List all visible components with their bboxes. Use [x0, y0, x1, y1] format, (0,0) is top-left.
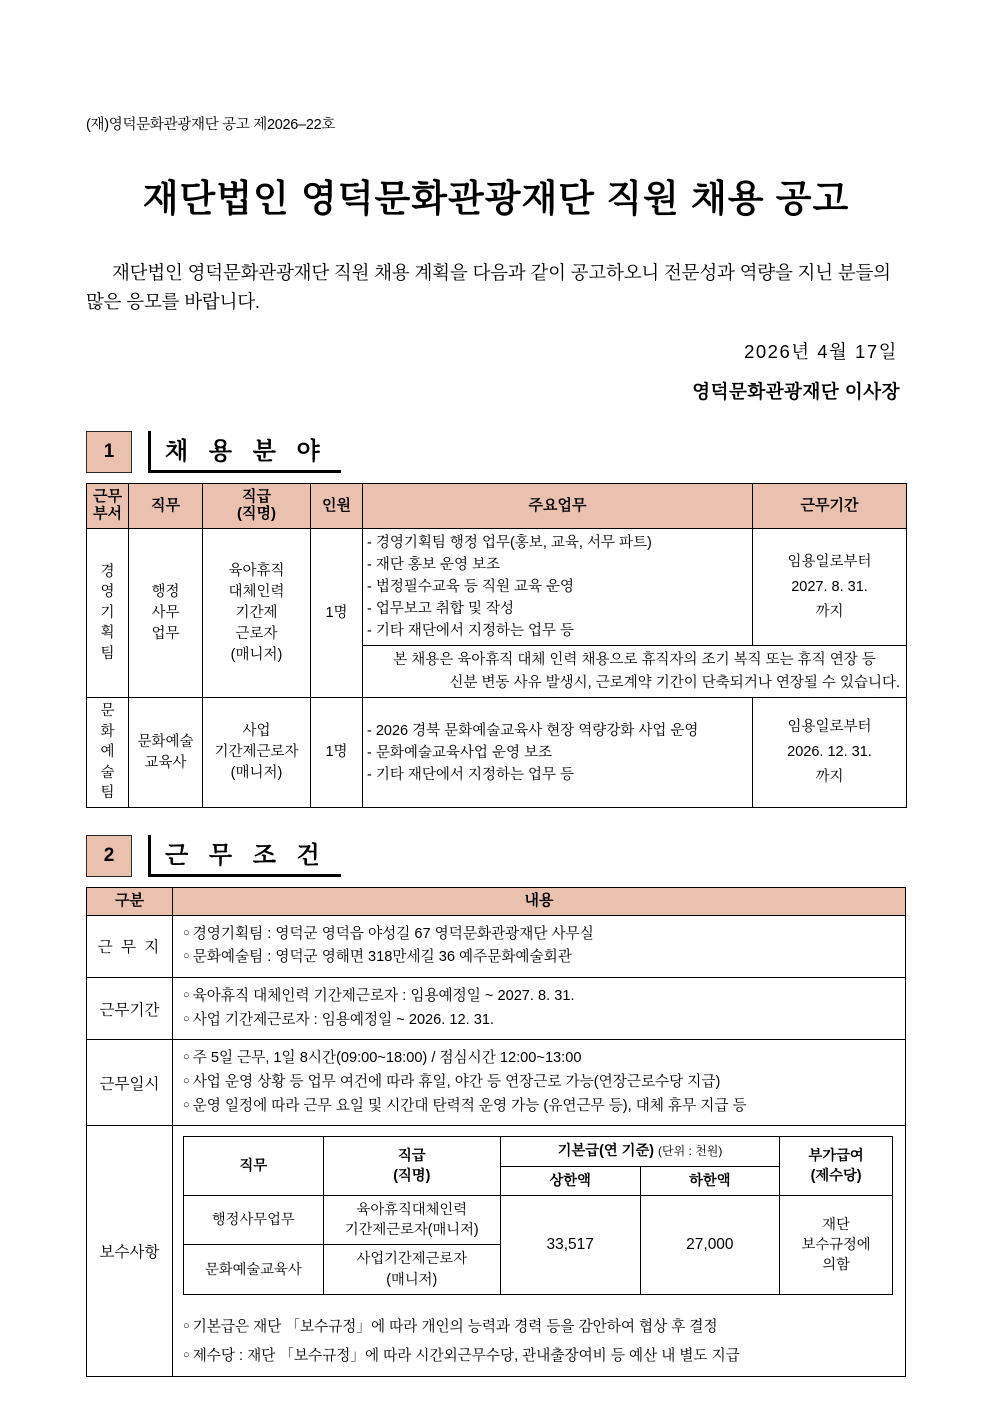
- text-line: - 기타 재단에서 지정하는 업무 등: [367, 623, 575, 640]
- text-line: ○ 사업 기간제근로자 : 임용예정일 ~ 2026. 12. 31.: [183, 1009, 901, 1033]
- conditions-table: [86, 887, 906, 1377]
- text-line: 기: [100, 604, 115, 621]
- document-number: (재)영덕문화관광재단 공고 제2026–22호: [86, 117, 336, 133]
- text-line: 보수규정에: [801, 1236, 871, 1253]
- section-heading-2: [86, 835, 906, 877]
- text-line: 사업: [242, 723, 271, 740]
- col-header-department: 근무 부서: [87, 484, 129, 529]
- text-line: - 문화예술교육사업 운영 보조: [367, 744, 552, 761]
- section-title-1: 채 용 분 야: [165, 438, 327, 466]
- text-line: 까지: [815, 603, 844, 620]
- text-line: - 법정필수교육 등 직원 교육 운영: [367, 579, 575, 596]
- table-row-pay: [87, 1126, 906, 1377]
- col-header-upper-amount: 상한액: [500, 1166, 640, 1195]
- text-line: 2027. 8. 31.: [791, 578, 868, 595]
- recruitment-table: [86, 483, 907, 808]
- cell-department-1: [87, 529, 129, 698]
- cell-department-2: [87, 698, 129, 808]
- table-row: [87, 529, 907, 646]
- cell-count-2: 1명: [311, 698, 363, 808]
- cell-label-workplace: 근 무 지: [87, 915, 173, 977]
- text-line: - 업무보고 취합 및 작성: [367, 601, 515, 618]
- text-line: ○ 운영 일정에 따라 근무 요일 및 시간대 탄력적 운영 가능 (유연근무 등), 대체 휴무 지급 등: [183, 1095, 901, 1119]
- cell-period-1: [753, 529, 907, 646]
- text-line: ○ 기본급은 재단 「보수규정」에 따라 개인의 능력과 경력 등을 감안하여 협상 후 결정: [183, 1313, 901, 1341]
- text-line: 화: [100, 723, 115, 740]
- cell-job-2: 문화예술 교육사: [129, 698, 203, 808]
- text-line: 영: [100, 584, 115, 601]
- text-line: ○ 사업 운영 상황 등 업무 여건에 따라 휴일, 야간 등 연장근로 가능(연장근로수당 지급): [183, 1071, 901, 1095]
- text-line: 팀: [100, 785, 115, 802]
- cell-pay-job-1: 행정사무업무: [184, 1195, 324, 1245]
- text-line: 육아휴직: [228, 562, 285, 579]
- cell-job-1: 행정 사무 업무: [129, 529, 203, 698]
- text-line: 문: [100, 703, 115, 720]
- section-number-1: 1: [86, 431, 132, 473]
- section-title-2: 근 무 조 건: [165, 842, 327, 870]
- col-header-lower-amount: 하한액: [640, 1166, 780, 1195]
- cell-rank-2: [203, 698, 311, 808]
- cell-content-workplace: [173, 915, 906, 977]
- cell-extra-pay: [780, 1195, 893, 1294]
- text-line: - 재단 홍보 운영 보조: [367, 557, 500, 574]
- cell-duties-2: [363, 698, 753, 808]
- cell-lower-amount: 27,000: [640, 1195, 780, 1294]
- cell-duties-1: [363, 529, 753, 646]
- pay-table-wrap: [173, 1126, 905, 1305]
- signatory: 영덕문화관광재단 이사장: [692, 381, 900, 403]
- col-header-pay-rank: 직급 (직명): [323, 1137, 500, 1196]
- salary-table: [183, 1136, 893, 1295]
- text-line: ○ 제수당 : 재단 「보수규정」에 따라 시간외근무수당, 관내출장여비 등 예산 내 별도 지급: [183, 1342, 901, 1370]
- cell-rank-1: [203, 529, 311, 698]
- text-line: 재단: [822, 1216, 850, 1233]
- col-header-pay-job: 직무: [184, 1137, 324, 1196]
- text-line: 경: [100, 563, 115, 580]
- text-line: ○ 육아휴직 대체인력 기간제근로자 : 임용예정일 ~ 2027. 8. 31.: [183, 985, 901, 1009]
- announcement-date: 2026년 4월 17일: [744, 341, 898, 363]
- text-line: - 경영기획팀 행정 업무(홍보, 교육, 서무 파트): [367, 535, 652, 552]
- col-header-extra-pay: 부가급여 (제수당): [780, 1137, 893, 1196]
- text-line: 팀: [100, 645, 115, 662]
- pay-notes: [173, 1305, 905, 1376]
- text-line: ○ 주 5일 근무, 1일 8시간(09:00~18:00) / 점심시간 12:00~13:00: [183, 1047, 901, 1071]
- table-row-workplace: [87, 915, 906, 977]
- salary-header-row-1: [184, 1137, 893, 1166]
- col-header-category: 구분: [87, 888, 173, 916]
- cell-content-period: [173, 978, 906, 1040]
- cell-pay-rank-2: 사업기간제근로자 (매니저): [323, 1245, 500, 1295]
- col-header-base-pay: 기본급(연 기준) (단위 : 천원): [500, 1137, 779, 1166]
- text-line: 근로자: [235, 625, 278, 642]
- table-header-row: [87, 484, 907, 529]
- text-line: (매니저): [230, 646, 283, 663]
- text-line: 기간제근로자: [214, 744, 299, 761]
- table-row-period: [87, 978, 906, 1040]
- text-line: 임용일로부터: [787, 719, 872, 736]
- col-header-period: 근무기간: [753, 484, 907, 529]
- cell-period-2: [753, 698, 907, 808]
- text-line: 대체인력: [228, 583, 285, 600]
- text-line: ○ 경영기획팀 : 영덕군 영덕읍 야성길 67 영덕문화관광재단 사무실: [183, 923, 901, 947]
- text-line: - 기타 재단에서 지정하는 업무 등: [367, 766, 575, 783]
- table-row: [87, 698, 907, 808]
- cell-content-pay: [173, 1126, 906, 1377]
- page-title: 재단법인 영덕문화관광재단 직원 채용 공고: [142, 178, 850, 219]
- col-header-count: 인원: [311, 484, 363, 529]
- text-line: ○ 문화예술팀 : 영덕군 영해면 318만세길 36 예주문화예술회관: [183, 946, 901, 970]
- text-line: 예: [100, 744, 115, 761]
- text-line: 2026. 12. 31.: [787, 744, 872, 761]
- cell-pay-job-2: 문화예술교육사: [184, 1245, 324, 1295]
- section-heading-1: [86, 431, 906, 473]
- col-header-rank: 직급 (직명): [203, 484, 311, 529]
- base-pay-unit: (단위 : 천원): [658, 1144, 723, 1159]
- cell-label-pay: 보수사항: [87, 1126, 173, 1377]
- cell-content-hours: [173, 1040, 906, 1126]
- cell-label-period: 근무기간: [87, 978, 173, 1040]
- text-line: 획: [100, 625, 115, 642]
- section-title-wrap-1: [148, 431, 341, 473]
- col-header-content: 내용: [173, 888, 906, 916]
- text-line: (매니저): [230, 765, 283, 782]
- col-header-duties: 주요업무: [363, 484, 753, 529]
- cell-count-1: 1명: [311, 529, 363, 698]
- text-line: 기간제: [235, 604, 278, 621]
- text-line: - 2026 경북 문화예술교육사 현장 역량강화 사업 운영: [367, 722, 699, 739]
- text-line: 임용일로부터: [787, 553, 872, 570]
- section-title-wrap-2: [148, 835, 341, 877]
- cell-label-hours: 근무일시: [87, 1040, 173, 1126]
- table-header-row: [87, 888, 906, 916]
- salary-row-1: [184, 1195, 893, 1245]
- cell-pay-rank-1: 육아휴직대체인력 기간제근로자(매니저): [323, 1195, 500, 1245]
- col-header-job: 직무: [129, 484, 203, 529]
- intro-paragraph: 재단법인 영덕문화관광재단 직원 채용 계획을 다음과 같이 공고하오니 전문성과 역량을 지닌 분들의 많은 응모를 바랍니다.: [86, 262, 891, 313]
- text-line: 의함: [822, 1257, 850, 1274]
- cell-contract-note: 본 채용은 육아휴직 대체 인력 채용으로 휴직자의 조기 복직 또는 휴직 연장 등 신분 변동 사유 발생시, 근로계약 기간이 단축되거나 연장될 수 있습니다.: [363, 646, 907, 698]
- section-number-2: 2: [86, 835, 132, 877]
- cell-upper-amount: 33,517: [500, 1195, 640, 1294]
- text-line: 술: [100, 764, 115, 781]
- text-line: 까지: [815, 769, 844, 786]
- table-row-hours: [87, 1040, 906, 1126]
